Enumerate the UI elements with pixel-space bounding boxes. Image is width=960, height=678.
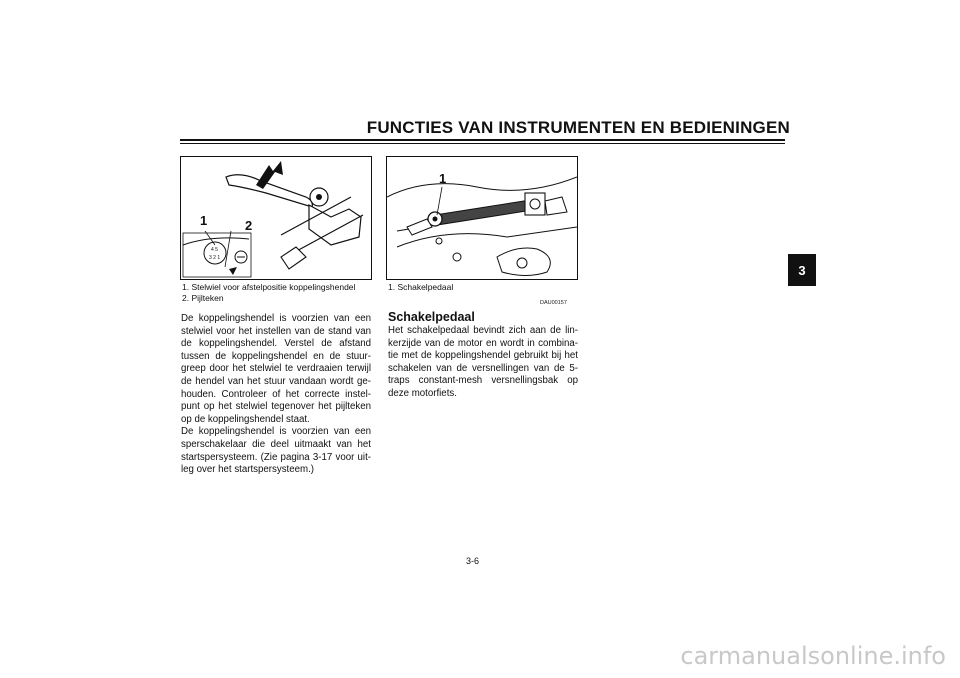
paragraph: Het schakelpedaal bevindt zich aan de lin-kerzijde van de motor en wordt in combina-tie met de koppelingshendel gebruikt bij het schakelen van de versnellingen van de 5-traps constant-mesh versnellingsbak op deze motorfiets. [388, 325, 578, 399]
clutch-lever-figure [180, 156, 372, 280]
svg-text:3 2 1: 3 2 1 [209, 255, 221, 261]
caption-line: 1. Stelwiel voor afstelpositie koppelingshendel [182, 282, 356, 292]
callout-2: 2 [245, 218, 253, 233]
right-column-text [388, 325, 578, 401]
callout-1: 1 [439, 171, 447, 186]
watermark: carmanualsonline.info [680, 642, 946, 670]
callout-1: 1 [200, 213, 208, 228]
clutch-lever-illustration [181, 157, 371, 279]
figure1-caption [182, 282, 372, 304]
left-column-text [181, 313, 371, 477]
figure2-caption [388, 282, 578, 293]
chapter-tab: 3 [788, 254, 816, 286]
header-rule-thin [180, 143, 785, 144]
section-heading: Schakelpedaal [388, 310, 475, 324]
paragraph: De koppelingshendel is voorzien van een stelwiel voor het instellen van de stand van de koppelingshendel. Verstel de afstand tussen de koppelingshendel en de stuur-greep door het stelwiel te verdraaien terwijl de hendel van het stuur vandaan wordt ge-houden. Controleer of het correcte instel-punt op het stelwiel tegenover het pijlteken op de koppelingshendel staat. [181, 313, 371, 425]
page-title: FUNCTIES VAN INSTRUMENTEN EN BEDIENINGEN [366, 118, 790, 137]
header-rule [180, 139, 785, 141]
shift-pedal-illustration [387, 157, 577, 279]
paragraph: De koppelingshendel is voorzien van een sperschakelaar die deel uitmaakt van het startspersysteem. (Zie pagina 3-17 voor uit-leg over het startspersysteem.) [181, 426, 371, 476]
caption-line: 1. Schakelpedaal [388, 282, 454, 292]
shift-pedal-figure [386, 156, 578, 280]
page-number: 3-6 [466, 556, 480, 566]
svg-text:4 5: 4 5 [211, 247, 218, 253]
document-code: DAU00157 [540, 300, 567, 306]
caption-line: 2. Pijlteken [182, 293, 224, 303]
